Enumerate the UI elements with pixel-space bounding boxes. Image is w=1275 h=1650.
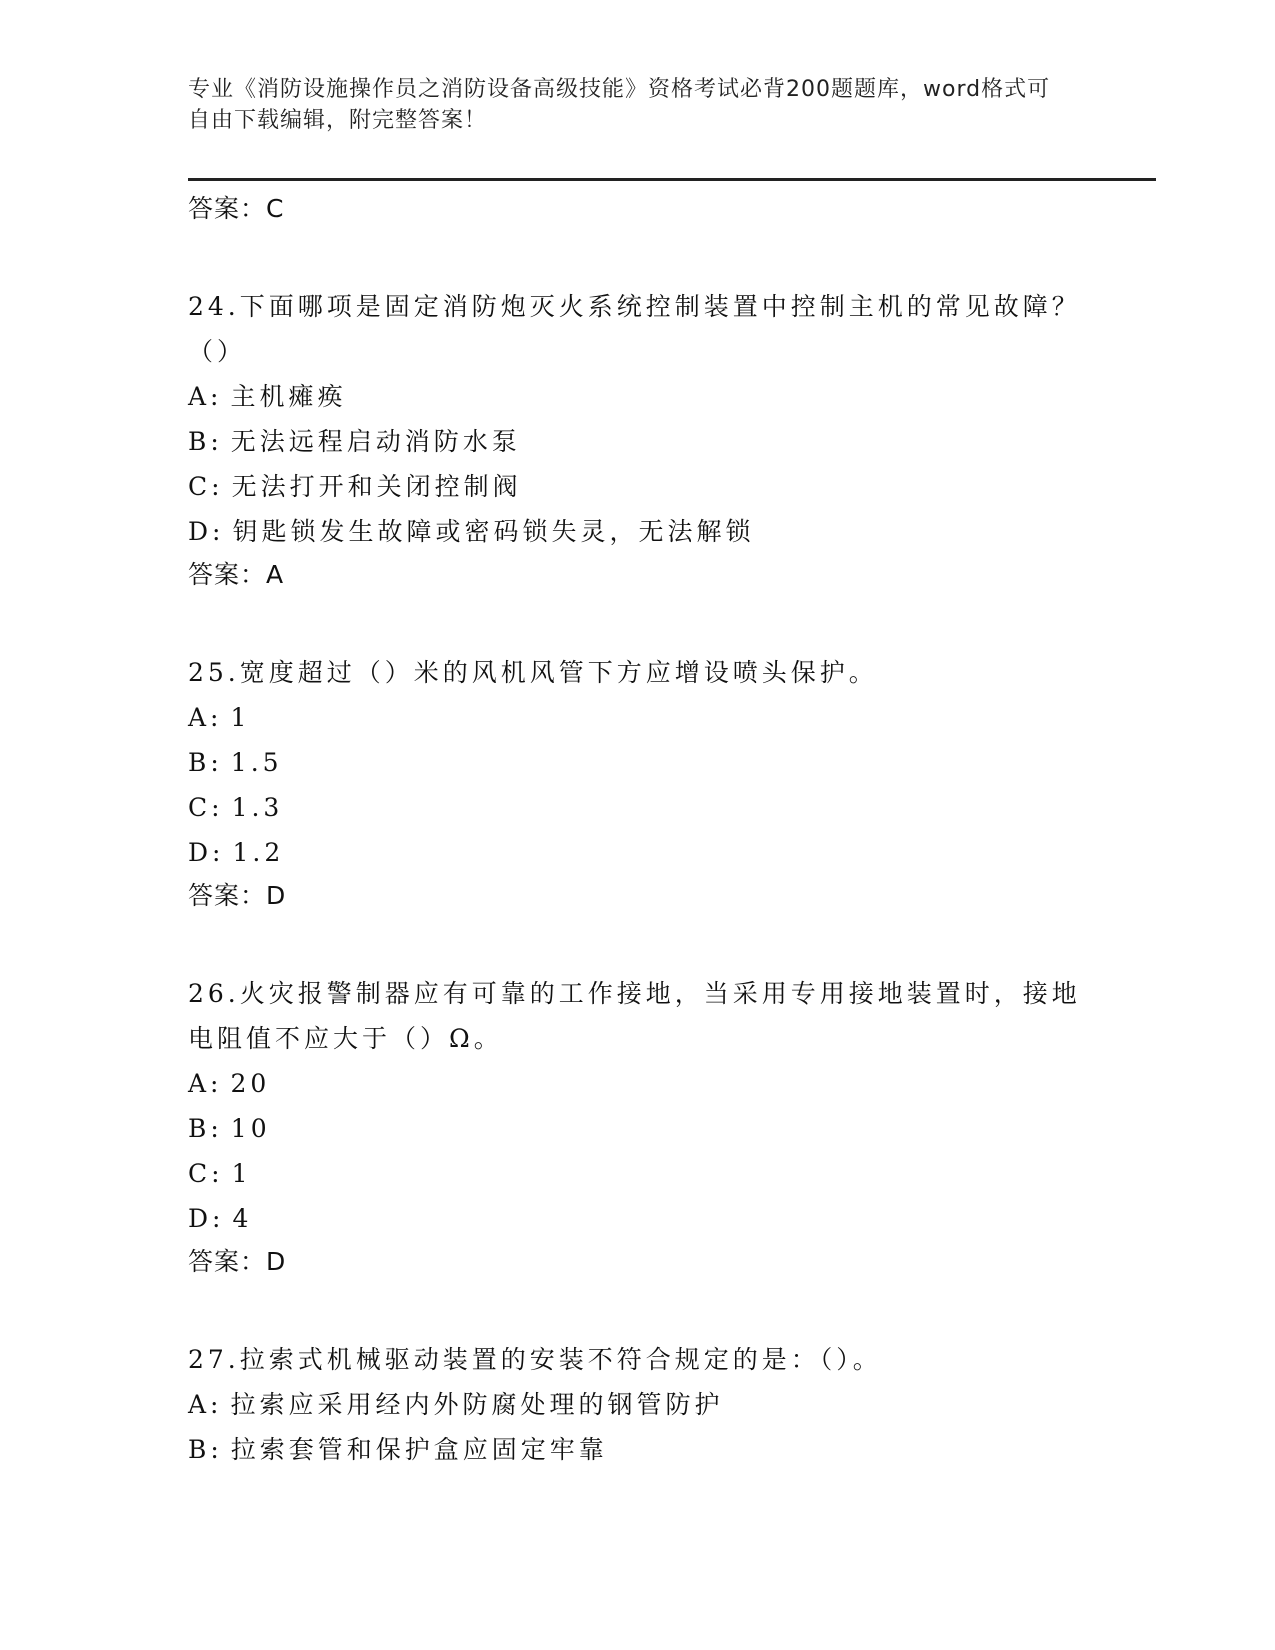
answer-label: 答案： — [188, 560, 267, 589]
option-letter: C: — [188, 1159, 224, 1188]
option-text: 1.3 — [231, 793, 284, 822]
option-text: 1.2 — [232, 838, 285, 867]
question-stem: 24.下面哪项是固定消防炮灭火系统控制装置中控制主机的常见故障？（） — [188, 292, 1081, 366]
option-b — [188, 740, 1088, 785]
option-letter: D: — [188, 1204, 225, 1233]
option-d — [188, 830, 1088, 875]
option-text: 10 — [230, 1114, 271, 1143]
option-d — [188, 1196, 1088, 1241]
page-header — [188, 74, 1068, 136]
option-text: 20 — [230, 1069, 271, 1098]
option-letter: D: — [188, 838, 225, 867]
question-stem: 26.火灾报警制器应有可靠的工作接地，当采用专用接地装置时，接地电阻值不应大于（）Ω。 — [188, 979, 1081, 1053]
option-text: 1 — [230, 703, 251, 732]
answer-value: D — [266, 881, 286, 910]
option-a — [188, 1061, 1088, 1106]
option-text: 拉索套管和保护盒应固定牢靠 — [230, 1435, 608, 1464]
header-rule — [188, 178, 1156, 181]
option-letter: A: — [188, 382, 223, 411]
answer — [188, 1245, 1088, 1279]
option-b — [188, 1427, 1088, 1472]
answer-value: A — [266, 560, 284, 589]
option-letter: B: — [188, 1114, 223, 1143]
option-letter: C: — [188, 793, 224, 822]
option-letter: B: — [188, 427, 223, 456]
question-stem: 27.拉索式机械驱动装置的安装不符合规定的是：（）。 — [188, 1345, 882, 1374]
option-c — [188, 1151, 1088, 1196]
answer-value: C — [266, 194, 284, 223]
option-b — [188, 1106, 1088, 1151]
question-25 — [188, 650, 1088, 913]
previous-answer — [188, 192, 1088, 226]
option-letter: B: — [188, 1435, 223, 1464]
question-27 — [188, 1337, 1088, 1472]
question-24 — [188, 284, 1088, 592]
option-a — [188, 1382, 1088, 1427]
question-26 — [188, 971, 1088, 1279]
option-text: 无法远程启动消防水泵 — [230, 427, 521, 456]
option-c — [188, 785, 1088, 830]
option-a — [188, 695, 1088, 740]
document-body — [188, 192, 1088, 1472]
option-letter: A: — [188, 703, 223, 732]
answer-label: 答案： — [188, 1247, 267, 1276]
option-letter: B: — [188, 748, 223, 777]
option-letter: A: — [188, 1390, 223, 1419]
option-text: 拉索应采用经内外防腐处理的钢管防护 — [230, 1390, 724, 1419]
option-letter: A: — [188, 1069, 223, 1098]
option-a — [188, 374, 1088, 419]
option-letter: D: — [188, 517, 225, 546]
option-c — [188, 464, 1088, 509]
header-text: 专业《消防设施操作员之消防设备高级技能》资格考试必背200题题库，word格式可自由下载编辑，附完整答案！ — [188, 77, 1051, 133]
answer — [188, 879, 1088, 913]
answer-label: 答案： — [188, 194, 267, 223]
option-text: 主机瘫痪 — [230, 382, 347, 411]
option-text: 钥匙锁发生故障或密码锁失灵，无法解锁 — [232, 517, 755, 546]
option-letter: C: — [188, 472, 224, 501]
option-d — [188, 509, 1088, 554]
option-text: 1 — [231, 1159, 252, 1188]
answer — [188, 558, 1088, 592]
option-b — [188, 419, 1088, 464]
answer-label: 答案： — [188, 881, 267, 910]
option-text: 4 — [232, 1204, 253, 1233]
question-stem: 25.宽度超过（）米的风机风管下方应增设喷头保护。 — [188, 658, 878, 687]
option-text: 无法打开和关闭控制阀 — [231, 472, 522, 501]
option-text: 1.5 — [230, 748, 283, 777]
answer-value: D — [266, 1247, 286, 1276]
